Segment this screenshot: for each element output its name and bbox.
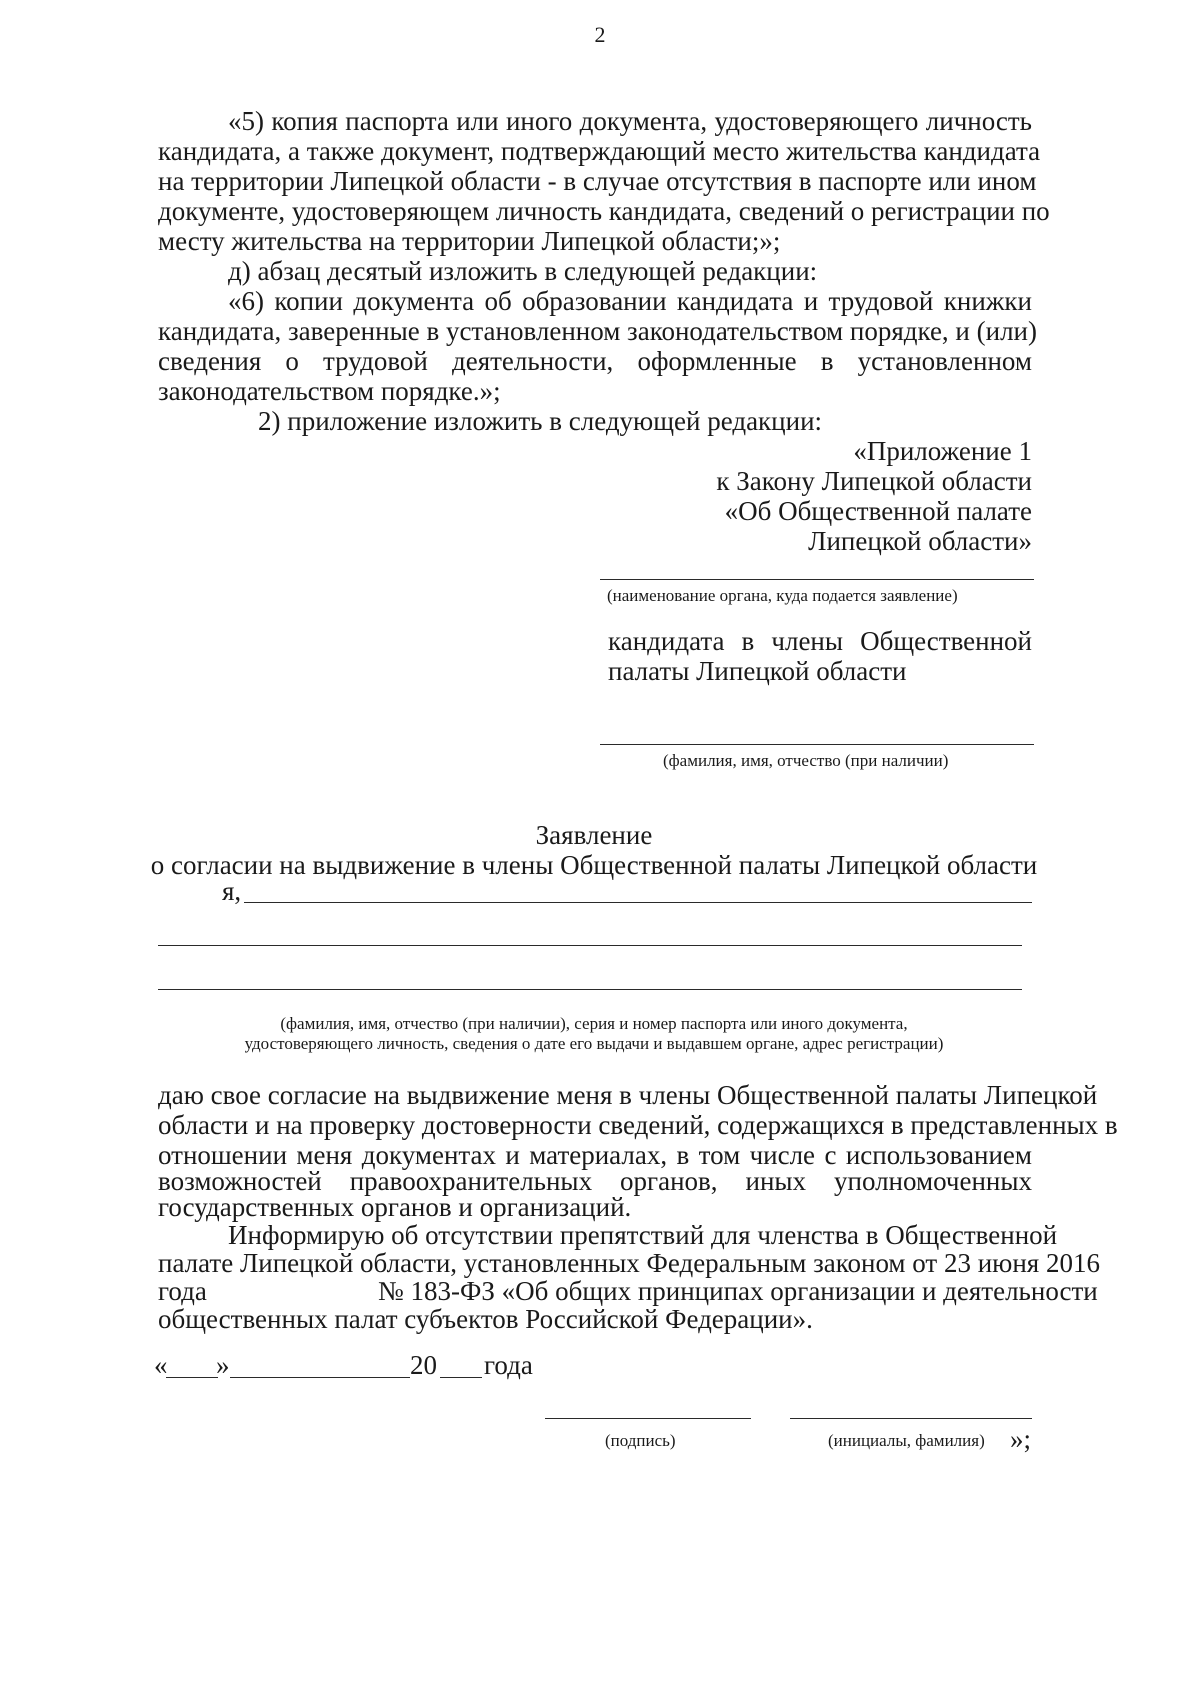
date-month-blank [230,1377,410,1378]
consent-line3: отношении меня документах и материалах, в том числе с использованием [158,1140,1032,1170]
item6-line3: сведения о трудовой деятельности, оформленные в установленном [158,346,1032,376]
organ-caption: (наименование органа, куда подается заявление) [607,586,958,605]
organ-name-line [600,579,1034,580]
name-line [790,1418,1032,1419]
candidate-line1: кандидата в члены Общественной [608,626,1032,656]
item5-line3: на территории Липецкой области - в случае отсутствия в паспорте или ином [158,166,1037,196]
signature-caption: (подпись) [605,1431,676,1450]
consent-line1: даю свое согласие на выдвижение меня в члены Общественной палаты Липецкой [158,1080,1098,1110]
inform-line1: Информирую об отсутствии препятствий для членства в Общественной [228,1220,1058,1250]
appendix-law-name: «Об Общественной палате [724,496,1032,526]
page-number: 2 [594,22,606,47]
date-century: 20 [410,1350,437,1380]
closing-quote: »; [1010,1424,1032,1454]
date-year-blank [440,1377,482,1378]
date-open-quote: « [154,1350,168,1380]
item6-line2: кандидата, заверенные в установленном законодательством порядке, и (или) [158,316,1037,346]
signature-line [545,1418,751,1419]
inform-line4: общественных палат субъектов Российской Федерации». [158,1304,813,1334]
i-prefix: я, [222,876,242,906]
blank-line-3 [158,989,1022,990]
personal-data-caption-2: удостоверяющего личность, сведения о дате его выдачи и выдавшем органе, адрес регистрации) [244,1034,944,1053]
item5-line2: кандидата, а также документ, подтверждающий место жительства кандидата [158,136,1041,166]
consent-line2: области и на проверку достоверности сведений, содержащихся в представленных в [158,1110,1118,1140]
appendix-law: к Закону Липецкой области [716,466,1032,496]
inform-year-word: года [158,1276,207,1306]
appendix-region: Липецкой области» [808,526,1032,556]
inform-line3: № 183-ФЗ «Об общих принципах организации и деятельности [378,1276,1098,1306]
consent-line5: государственных органов и организаций. [158,1192,632,1222]
inform-line2: палате Липецкой области, установленных Федеральным законом от 23 июня 2016 [158,1248,1100,1278]
statement-title: Заявление [535,820,653,850]
blank-line-2 [158,945,1022,946]
fio-line [600,744,1034,745]
item-2: 2) приложение изложить в следующей редакции: [258,406,823,436]
item6-line4: законодательством порядке.»; [158,376,501,406]
item-d: д) абзац десятый изложить в следующей редакции: [228,256,818,286]
fio-caption: (фамилия, имя, отчество (при наличии) [663,751,949,770]
name-caption: (инициалы, фамилия) [828,1431,985,1450]
date-day-blank [166,1377,218,1378]
item5-line4: документе, удостоверяющем личность кандидата, сведений о регистрации по [158,196,1050,226]
item5-line1: «5) копия паспорта или иного документа, удостоверяющего личность [228,106,1032,136]
date-close-quote: » [216,1350,230,1380]
item5-line5: месту жительства на территории Липецкой области;»; [158,226,781,256]
personal-data-caption-1: (фамилия, имя, отчество (при наличии), серия и номер паспорта или иного документа, [280,1014,908,1033]
consent-line4: возможностей правоохранительных органов, иных уполномоченных [158,1166,1032,1196]
statement-subtitle: о согласии на выдвижение в члены Общественной палаты Липецкой области [150,850,1038,880]
item6-line1: «6) копии документа об образовании кандидата и трудовой книжки [228,286,1032,316]
appendix-title: «Приложение 1 [853,436,1032,466]
date-year-word: года [484,1350,533,1380]
candidate-line2: палаты Липецкой области [608,656,907,686]
blank-line-1 [244,902,1032,903]
